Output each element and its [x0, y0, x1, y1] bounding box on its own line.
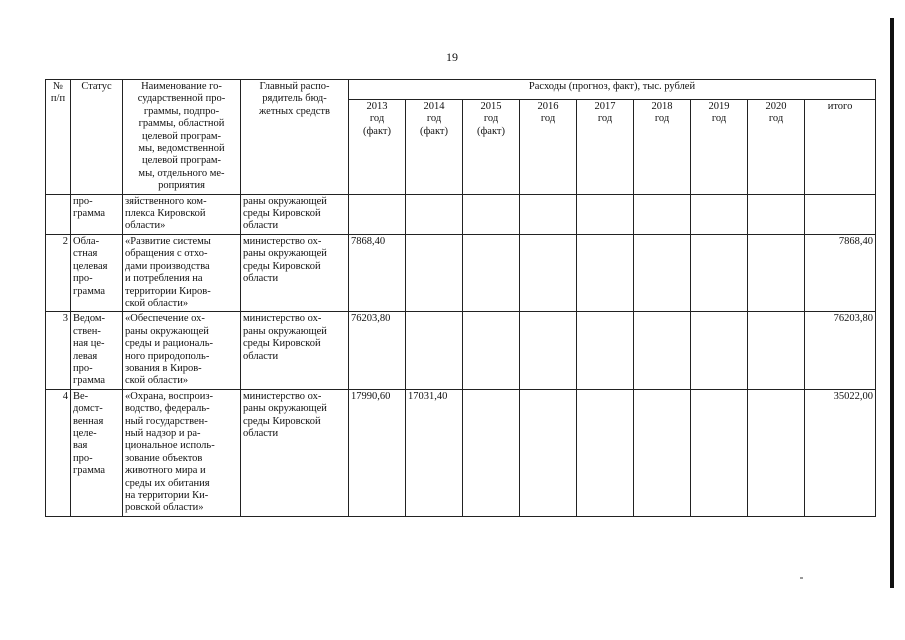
scan-speck — [800, 577, 803, 579]
row-total: 76203,80 — [805, 312, 876, 389]
header-year: 2013 год (факт) — [349, 100, 406, 195]
row-value — [691, 312, 748, 389]
row-value: 76203,80 — [349, 312, 406, 389]
row-value: 17990,60 — [349, 389, 406, 516]
header-year: 2020 год — [748, 100, 805, 195]
row-value — [634, 312, 691, 389]
row-value — [748, 234, 805, 311]
row-executor: министерство ох- раны окружающей среды Кировской области — [241, 312, 349, 389]
row-value — [577, 312, 634, 389]
header-total: итого — [805, 100, 876, 195]
row-value — [634, 194, 691, 234]
table-row — [46, 312, 876, 389]
row-name: «Обеспечение ох- раны окружающей среды и рациональ- ного природополь- зования в Киров- ской области» — [123, 312, 241, 389]
table-row — [46, 389, 876, 516]
header-year: 2015 год (факт) — [463, 100, 520, 195]
row-status: про- грамма — [71, 194, 123, 234]
row-value — [463, 312, 520, 389]
row-value: 7868,40 — [349, 234, 406, 311]
row-value — [748, 194, 805, 234]
row-value — [520, 389, 577, 516]
row-value — [463, 234, 520, 311]
row-num: 2 — [46, 234, 71, 311]
row-name: зяйственного ком- плекса Кировской области» — [123, 194, 241, 234]
row-value — [520, 234, 577, 311]
budget-table — [45, 79, 876, 517]
header-expenses: Расходы (прогноз, факт), тыс. рублей — [349, 80, 876, 100]
header-status: Статус — [71, 80, 123, 195]
row-value — [406, 312, 463, 389]
row-value — [748, 389, 805, 516]
header-year: 2017 год — [577, 100, 634, 195]
row-status: Ве- домст- венная целе- вая про- грамма — [71, 389, 123, 516]
row-status: Обла- стная целевая про- грамма — [71, 234, 123, 311]
row-value — [349, 194, 406, 234]
row-name: «Охрана, воспроиз- водство, федераль- ный государствен- ный надзор и ра- циональное исполь- зование объектов животного мира и среды их обитания на территории Ки- ровской области» — [123, 389, 241, 516]
row-value — [691, 234, 748, 311]
scan-edge-bar — [890, 18, 894, 588]
row-value — [691, 389, 748, 516]
row-value — [748, 312, 805, 389]
row-value — [634, 234, 691, 311]
row-name: «Развитие системы обращения с отхо- дами производства и потребления на территории Киров- ской области» — [123, 234, 241, 311]
row-value — [577, 194, 634, 234]
row-value — [691, 194, 748, 234]
row-value — [520, 194, 577, 234]
header-row — [46, 80, 876, 100]
row-value — [406, 194, 463, 234]
row-status: Ведом- ствен- ная це- левая про- грамма — [71, 312, 123, 389]
header-year: 2019 год — [691, 100, 748, 195]
table-row — [46, 234, 876, 311]
row-total — [805, 194, 876, 234]
row-num — [46, 194, 71, 234]
row-value: 17031,40 — [406, 389, 463, 516]
row-executor: министерство ох- раны окружающей среды Кировской области — [241, 389, 349, 516]
header-name: Наименование го- сударственной про- граммы, подпро- граммы, областной целевой програм- мы, ведомственной целевой програм- мы, отдельного ме- роприятия — [123, 80, 241, 195]
header-year: 2016 год — [520, 100, 577, 195]
row-value — [577, 234, 634, 311]
row-value — [634, 389, 691, 516]
row-executor: раны окружающей среды Кировской области — [241, 194, 349, 234]
header-year: 2014 год (факт) — [406, 100, 463, 195]
row-value — [463, 194, 520, 234]
row-value — [577, 389, 634, 516]
header-num: № п/п — [46, 80, 71, 195]
table-row — [46, 194, 876, 234]
header-year: 2018 год — [634, 100, 691, 195]
row-value — [463, 389, 520, 516]
row-total: 7868,40 — [805, 234, 876, 311]
row-num: 3 — [46, 312, 71, 389]
row-num: 4 — [46, 389, 71, 516]
row-executor: министерство ох- раны окружающей среды Кировской области — [241, 234, 349, 311]
row-total: 35022,00 — [805, 389, 876, 516]
page-number: 19 — [446, 50, 458, 64]
row-value — [406, 234, 463, 311]
row-value — [520, 312, 577, 389]
header-executor: Главный распо- рядитель бюд- жетных средств — [241, 80, 349, 195]
